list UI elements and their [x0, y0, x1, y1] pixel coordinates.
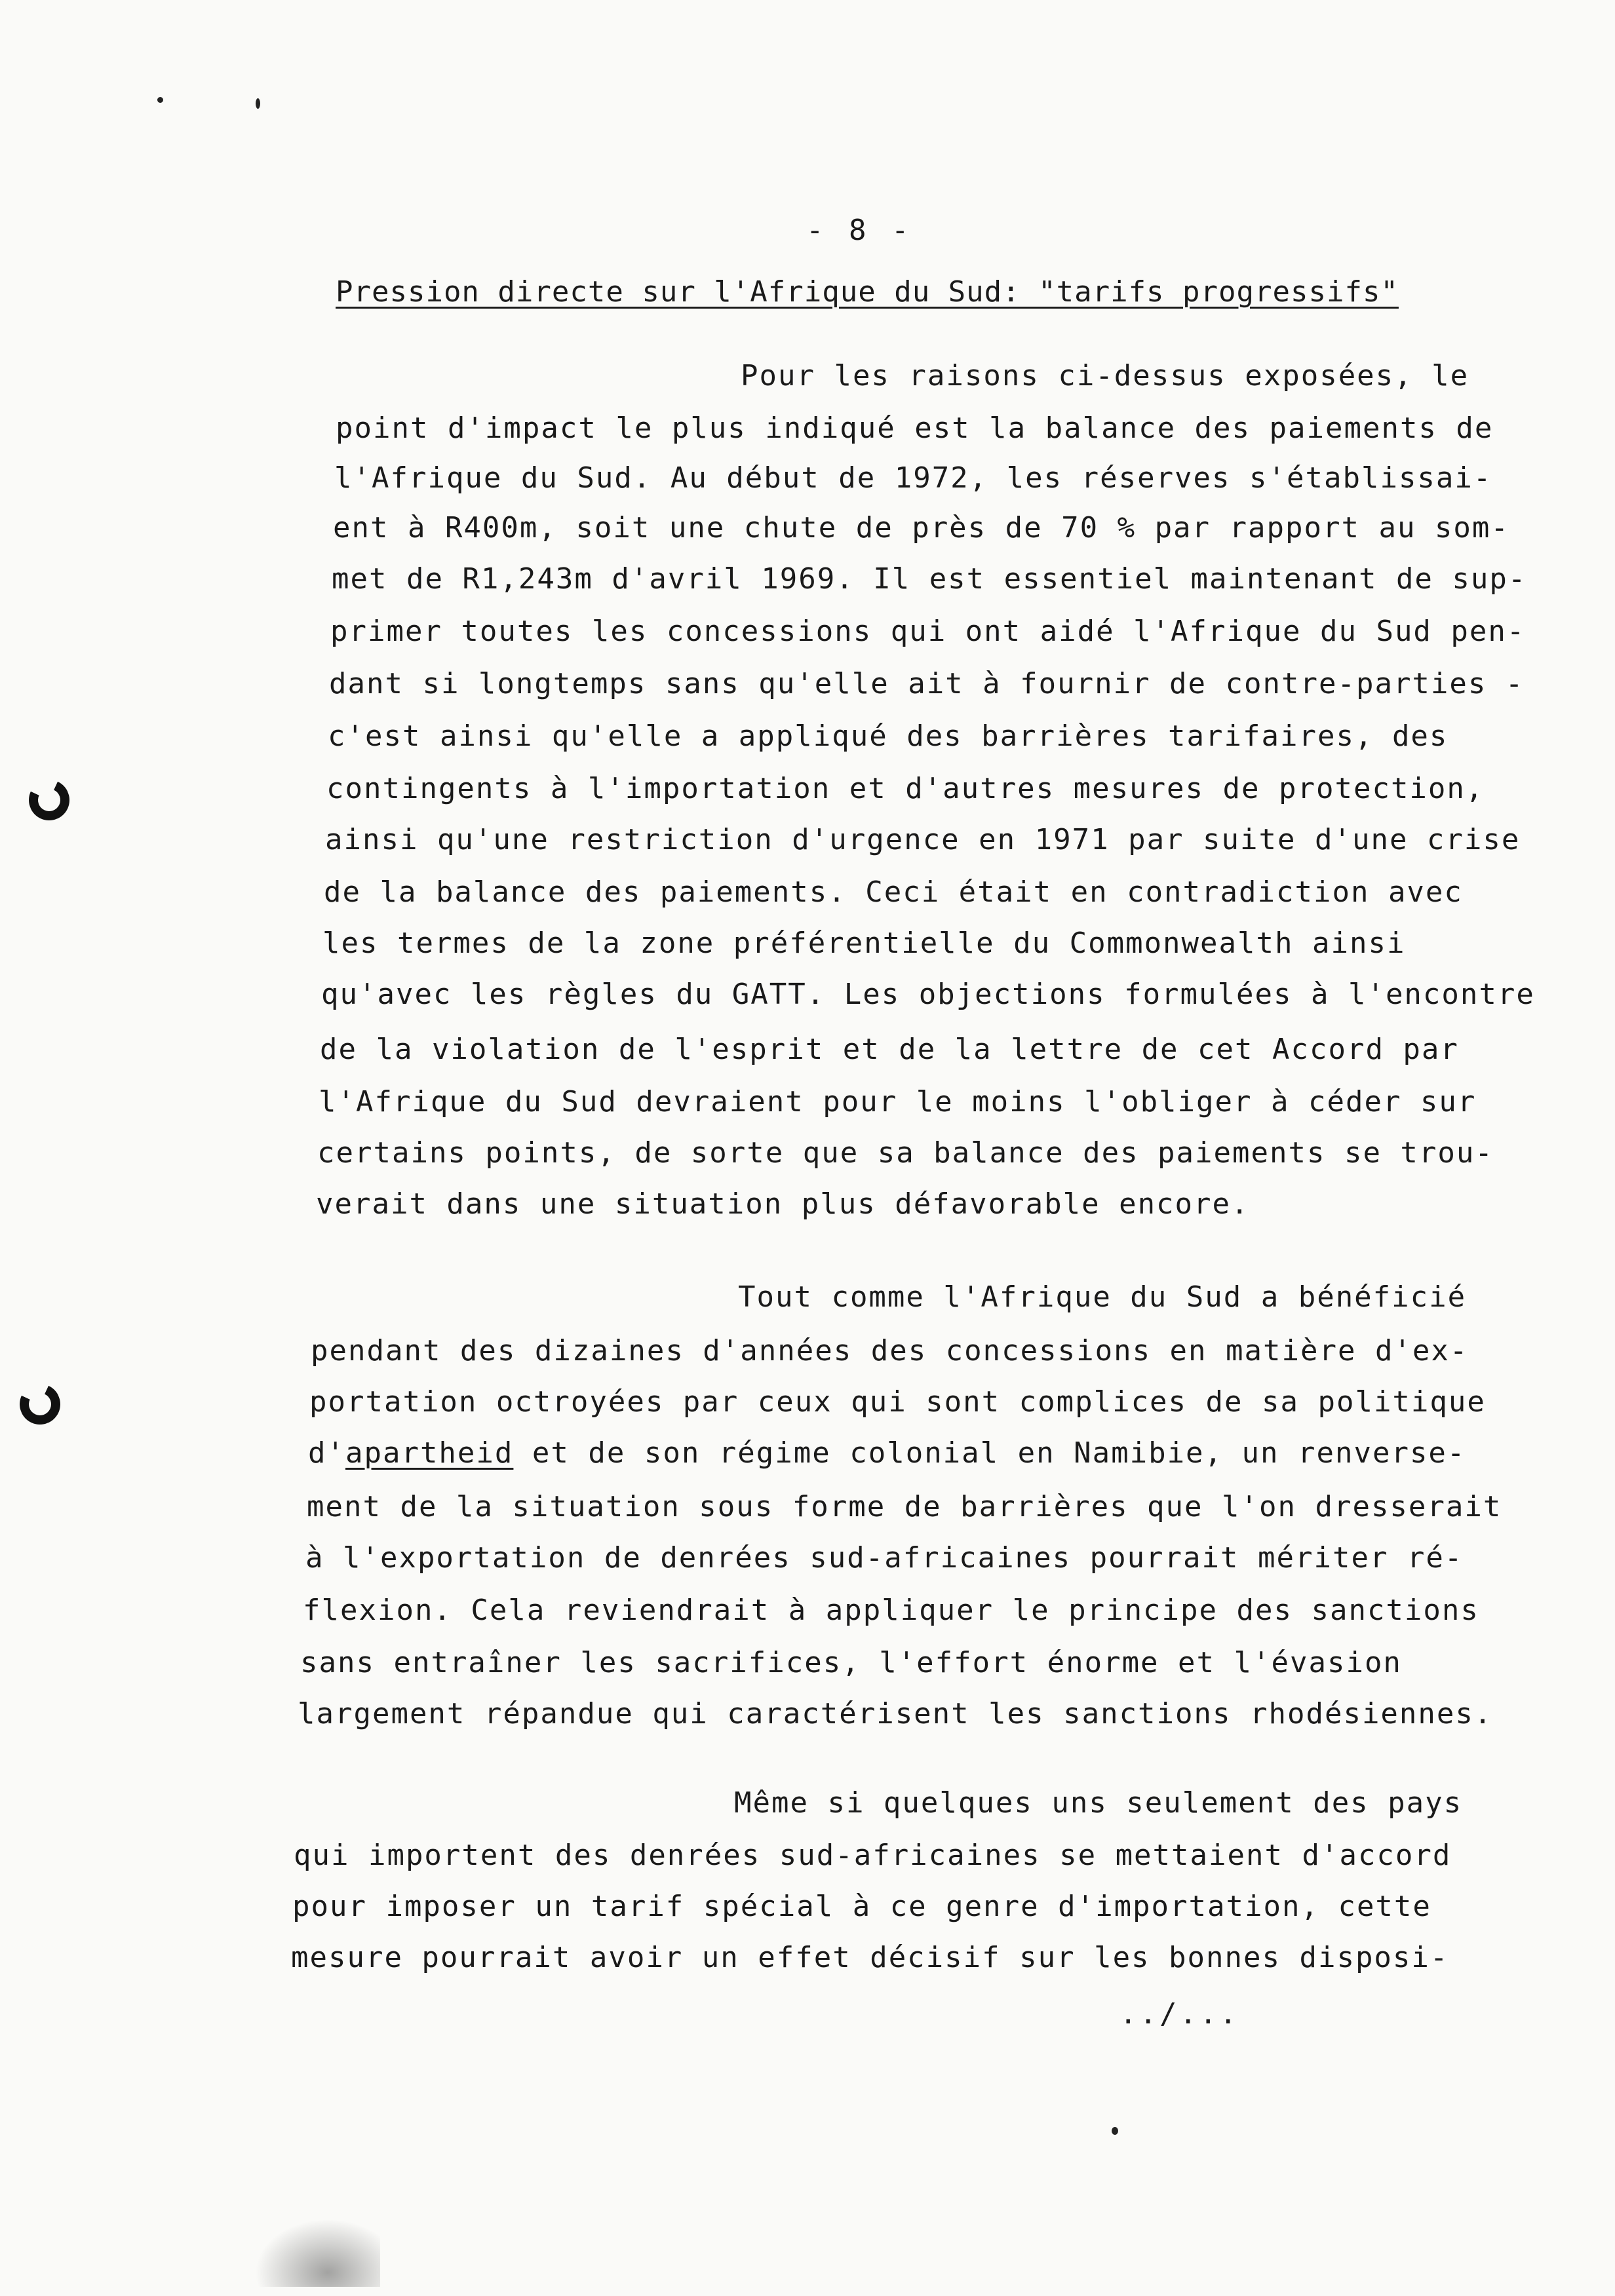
- section-heading: Pression directe sur l'Afrique du Sud: "tarifs progressifs": [336, 275, 1399, 309]
- text-line: Tout comme l'Afrique du Sud a bénéficié: [738, 1280, 1467, 1314]
- text-line-apartheid: [308, 1436, 1466, 1470]
- text-line: certains points, de sorte que sa balance des paiements se trou-: [317, 1136, 1494, 1170]
- text-line: contingents à l'importation et d'autres mesures de protection,: [326, 772, 1485, 805]
- text-line: flexion. Cela reviendrait à appliquer le principe des sanctions: [303, 1594, 1479, 1627]
- text-line: ainsi qu'une restriction d'urgence en 1971 par suite d'une crise: [325, 823, 1521, 856]
- scan-artifact: [249, 2215, 380, 2287]
- scan-speck: [256, 98, 260, 109]
- text-line: mesure pourrait avoir un effet décisif sur les bonnes disposi-: [291, 1941, 1449, 1974]
- text-line: Même si quelques uns seulement des pays: [734, 1786, 1463, 1820]
- continuation-mark: ../...: [1119, 1997, 1239, 2031]
- emphasized-word: apartheid: [345, 1436, 514, 1470]
- text-line: de la balance des paiements. Ceci était en contradiction avec: [324, 875, 1463, 909]
- text-line: c'est ainsi qu'elle a appliqué des barrières tarifaires, des: [328, 719, 1449, 753]
- scan-speck: [1112, 2127, 1118, 2135]
- text-line: pour imposer un tarif spécial à ce genre d'importation, cette: [292, 1890, 1431, 1923]
- text-segment: d': [308, 1436, 345, 1470]
- text-line: ent à R400m, soit une chute de près de 70 % par rapport au som-: [333, 511, 1509, 545]
- text-line: les termes de la zone préférentielle du Commonwealth ainsi: [322, 927, 1406, 960]
- text-line: qui importent des denrées sud-africaines se mettaient d'accord: [294, 1839, 1452, 1872]
- text-line: Pour les raisons ci-dessus exposées, le: [741, 359, 1469, 392]
- page-number: - 8 -: [806, 214, 913, 247]
- text-line: l'Afrique du Sud. Au début de 1972, les réserves s'établissai-: [334, 461, 1492, 495]
- scan-speck: [157, 97, 163, 103]
- text-line: largement répandue qui caractérisent les sanctions rhodésiennes.: [298, 1697, 1493, 1731]
- text-line: portation octroyées par ceux qui sont complices de sa politique: [309, 1385, 1486, 1419]
- text-segment: et de son régime colonial en Namibie, un renverse-: [513, 1436, 1466, 1470]
- text-line: point d'impact le plus indiqué est la balance des paiements de: [336, 411, 1494, 445]
- text-line: ment de la situation sous forme de barrières que l'on dresserait: [307, 1490, 1502, 1523]
- text-line: de la violation de l'esprit et de la lettre de cet Accord par: [320, 1033, 1459, 1066]
- text-line: dant si longtemps sans qu'elle ait à fournir de contre-parties -: [329, 667, 1525, 700]
- text-line: verait dans une situation plus défavorable encore.: [316, 1187, 1250, 1221]
- punch-hole-top: [23, 774, 75, 826]
- text-line: met de R1,243m d'avril 1969. Il est essentiel maintenant de sup-: [332, 562, 1527, 596]
- text-line: à l'exportation de denrées sud-africaines pourrait mériter ré-: [305, 1541, 1464, 1575]
- punch-hole-bottom: [14, 1378, 66, 1430]
- text-line: pendant des dizaines d'années des concessions en matière d'ex-: [311, 1334, 1469, 1368]
- text-line: l'Afrique du Sud devraient pour le moins l'obliger à céder sur: [319, 1085, 1477, 1119]
- text-line: primer toutes les concessions qui ont aidé l'Afrique du Sud pen-: [330, 615, 1526, 648]
- text-line: qu'avec les règles du GATT. Les objections formulées à l'encontre: [321, 978, 1535, 1011]
- text-line: sans entraîner les sacrifices, l'effort énorme et l'évasion: [300, 1646, 1402, 1679]
